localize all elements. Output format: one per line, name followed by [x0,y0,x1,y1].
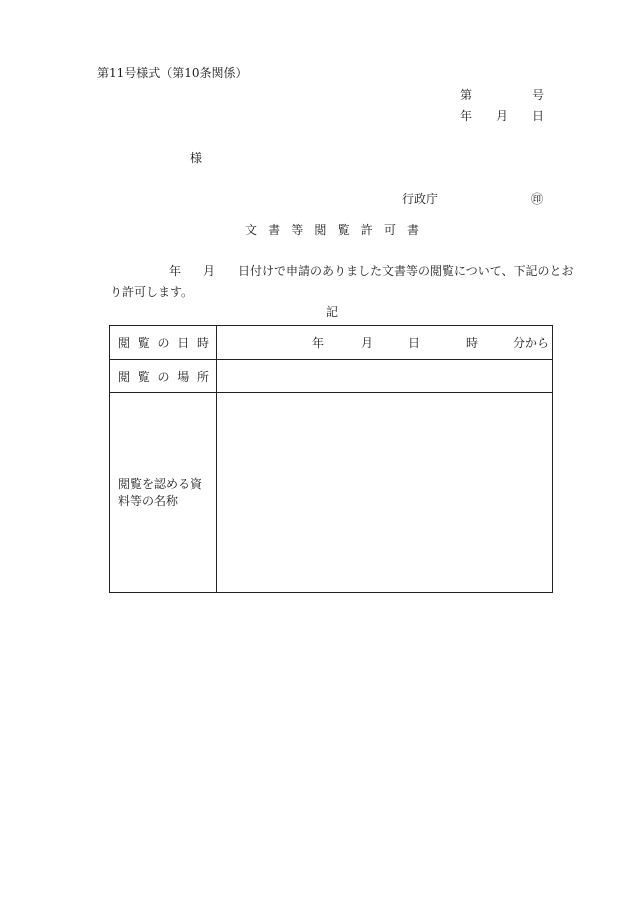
document-title [245,224,419,236]
table-row [110,393,553,593]
materials-value-cell [217,393,553,593]
ki-heading: 記 [326,305,339,319]
label-char: の [157,336,170,350]
datetime-value-cell [217,326,553,360]
label-char: 覧 [137,336,150,350]
label-char: 場 [177,369,190,384]
label-char: の [157,369,170,384]
label-cell [110,393,217,593]
label-cell [110,326,217,360]
title-char: 可 [383,223,396,237]
label-line: 料等の名称 [118,493,179,508]
title-char: 文 [245,223,258,237]
place-value-cell [217,360,553,393]
title-char: 許 [360,223,373,237]
addressee-suffix: 様 [190,151,203,165]
date-year: 年 [460,109,473,123]
label-char: 閲 [118,336,131,350]
body-text-line1: 日付けで申請のありました文書等の閲覧について、下記のとお [238,264,574,278]
title-char: 書 [406,223,419,237]
label-char: 日 [177,336,190,350]
datetime-label [118,334,209,351]
form-label: 第11号様式（第10条関係） [97,66,248,80]
datetime-year: 年 [312,336,325,350]
title-char: 等 [291,223,304,237]
label-char: 所 [196,369,209,384]
table-row [110,360,553,393]
seal-mark: ㊞ [531,192,544,206]
issuer-name: 行政庁 [402,192,439,206]
table-row [110,326,553,360]
label-char: 時 [196,336,209,350]
number-suffix: 号 [532,88,545,102]
label-cell [110,360,217,393]
label-char: 閲 [118,369,131,384]
title-char: 書 [268,223,281,237]
body-year: 年 [169,264,182,278]
datetime-hour: 時 [466,336,479,350]
label-line: 閲覧を認める資 [118,476,203,491]
number-prefix: 第 [460,88,473,102]
title-char: 閲 [314,223,327,237]
datetime-month: 月 [361,336,374,350]
date-day: 日 [532,109,545,123]
body-month: 月 [203,264,216,278]
body-text-line2: り許可します。 [110,285,194,299]
place-label [118,368,209,385]
title-char: 覧 [337,223,350,237]
datetime-day: 日 [408,336,421,350]
date-month: 月 [496,109,509,123]
materials-label [110,476,216,510]
datetime-minute: 分から [513,336,550,350]
label-char: 覧 [137,369,150,384]
permit-table [109,325,553,593]
